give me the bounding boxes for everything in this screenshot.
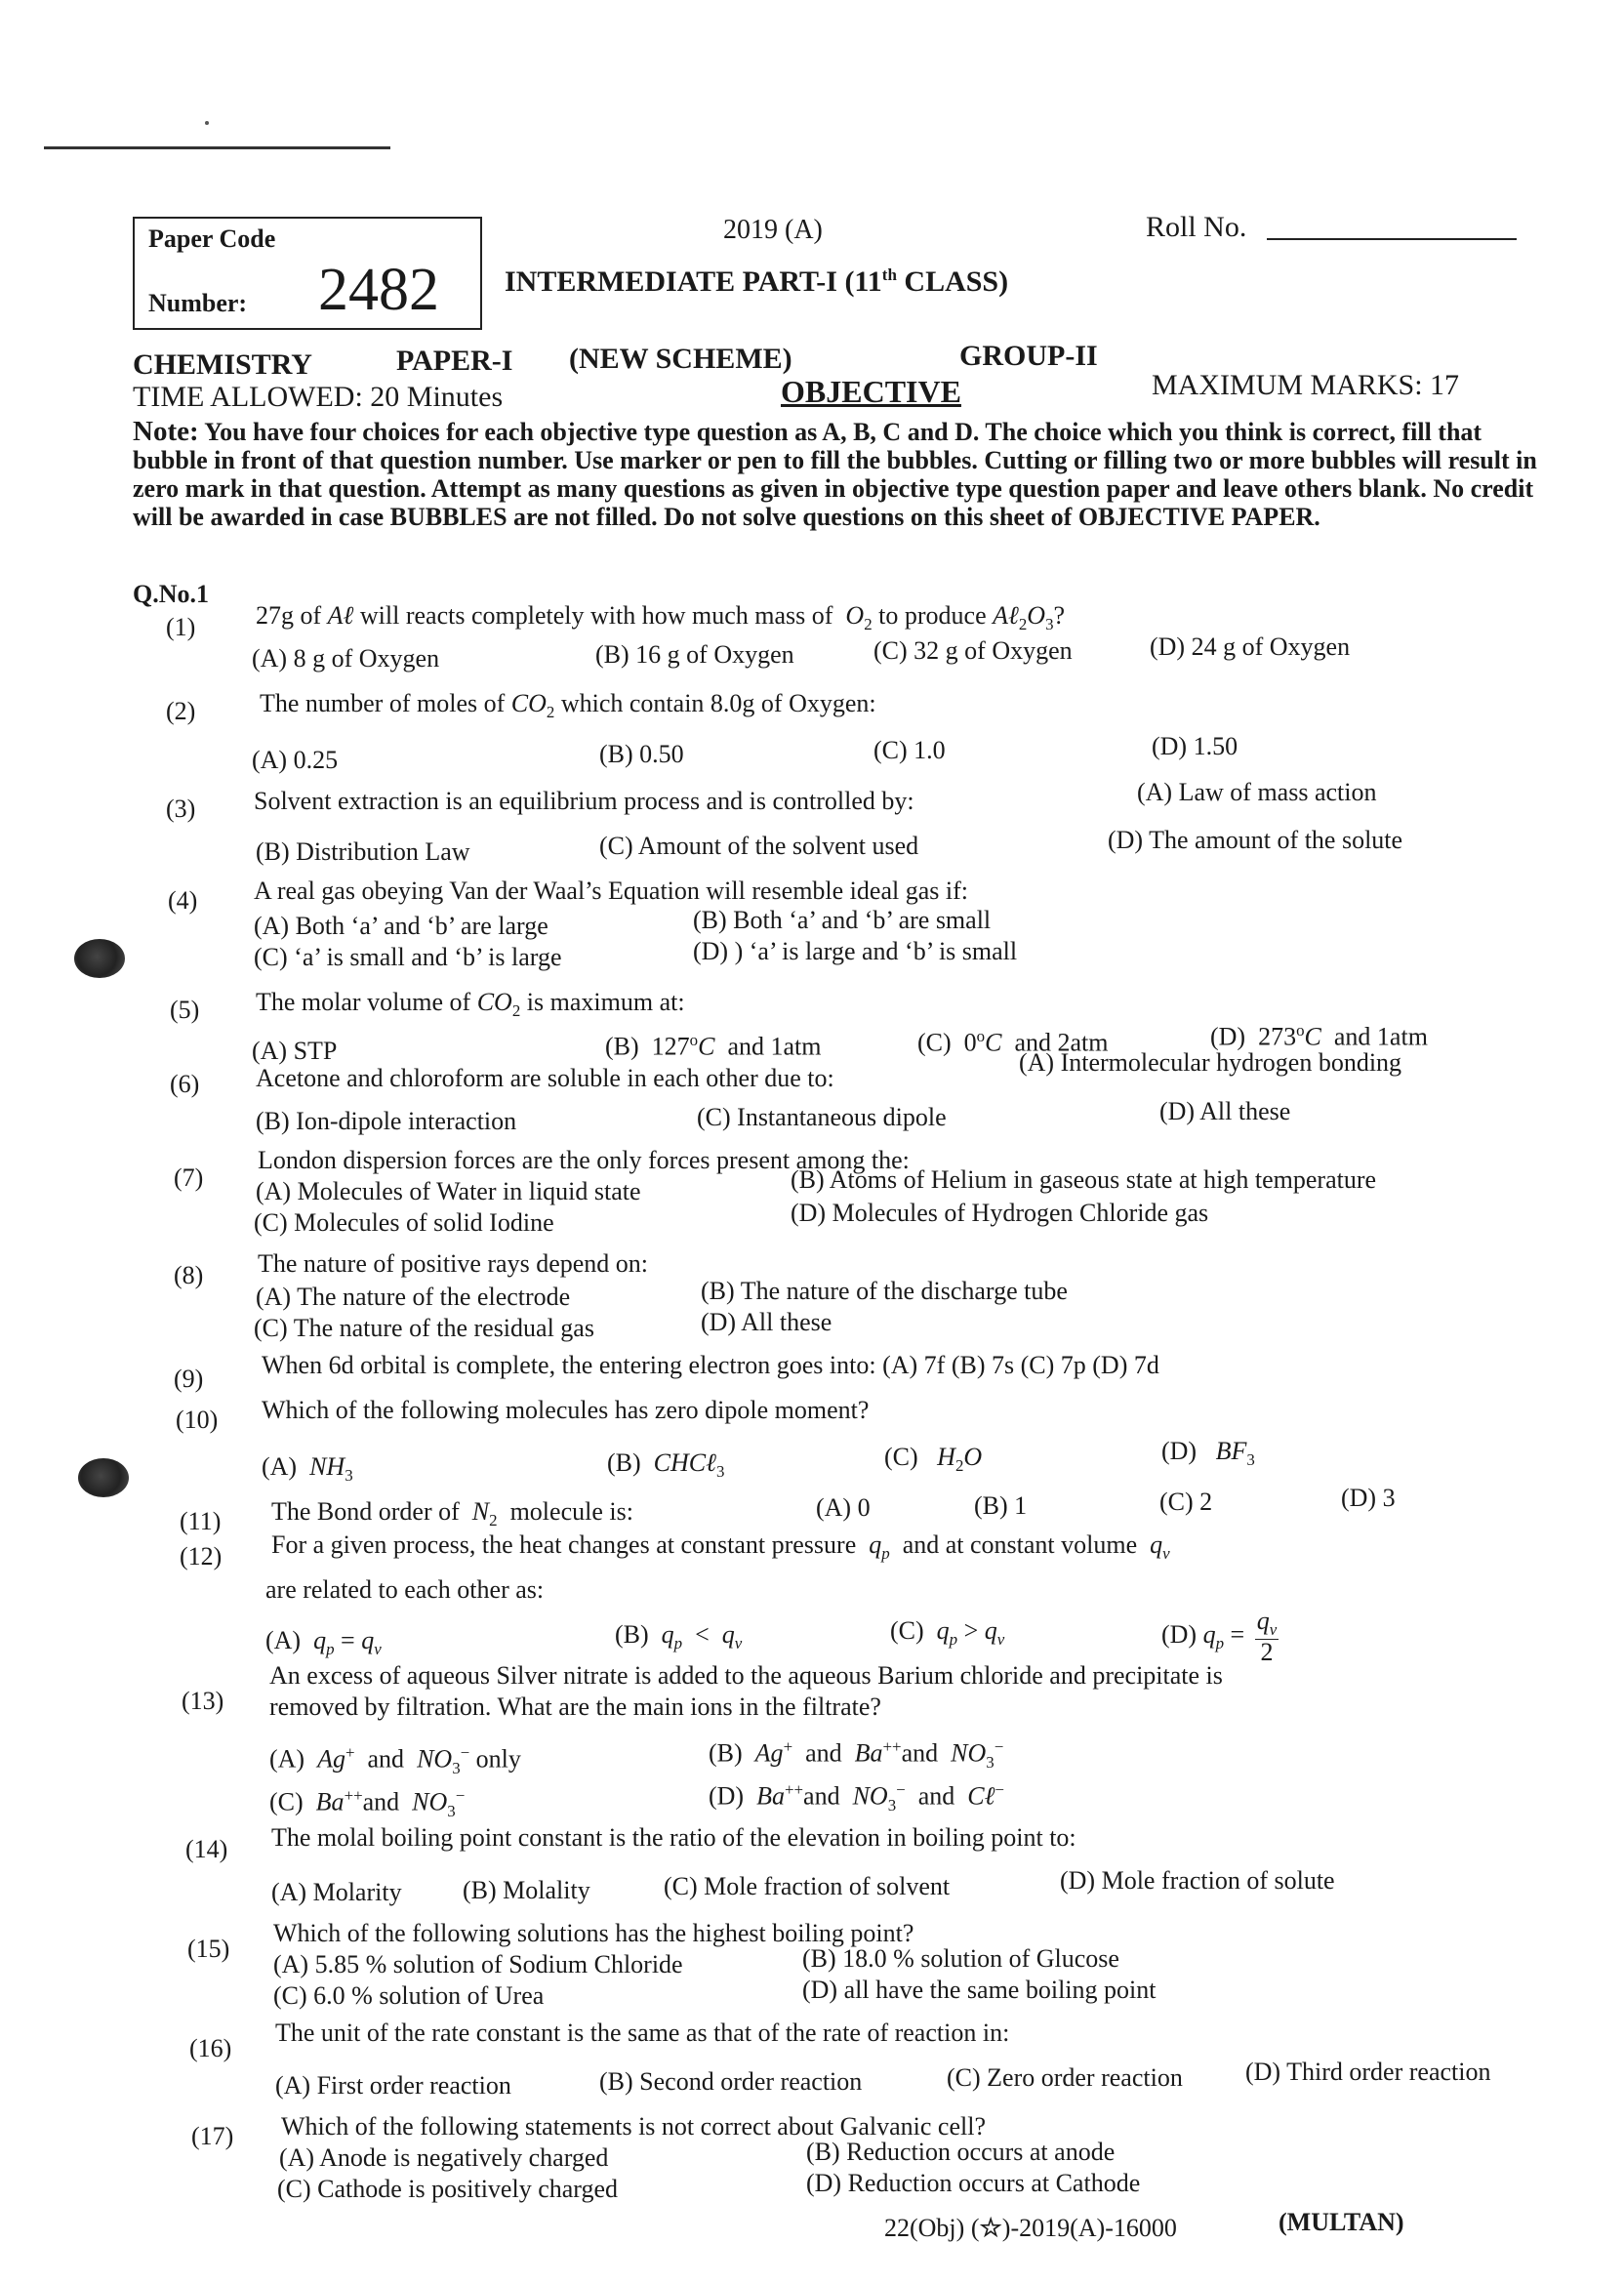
q10-option-a: (A) $NH_3$ — [262, 1452, 353, 1486]
q14-text: The molal boiling point constant is the ratio of the elevation in boiling point to: — [271, 1823, 1076, 1852]
note-text: You have four choices for each objective type question as A, B, C and D. The choice which you think is correct, fill that bubble in front of that question number. Use marker or pen to fill the bubbles. Cutting or filling two or more bubbles will result in zero mark in that question. Attempt as many questions as given in objective type question paper and leave others blank. No credit will be awarded in case BUBBLES are not filled. Do not solve questions on this sheet of OBJECTIVE PAPER. — [133, 418, 1537, 531]
q1-option-b: (B) 16 g of Oxygen — [595, 640, 794, 669]
q3-option-b: (B) Distribution Law — [256, 837, 470, 866]
instructions-note — [133, 418, 1538, 531]
q16-text: The unit of the rate constant is the same as that of the rate of reaction in: — [275, 2019, 1010, 2047]
q8-option-a: (A) The nature of the electrode — [256, 1283, 571, 1311]
q15-number: (15) — [187, 1935, 230, 1963]
exam-title-main: INTERMEDIATE PART-I (11 — [505, 265, 882, 298]
q10-option-b: (B) CHCℓ$_3$ — [607, 1448, 725, 1482]
q14-option-c: (C) Mole fraction of solvent — [664, 1872, 951, 1900]
q4-number: (4) — [168, 886, 198, 915]
q4-option-b: (B) Both ‘a’ and ‘b’ are small — [693, 906, 992, 934]
scheme-label: (NEW SCHEME) — [569, 343, 792, 375]
q8-number: (8) — [174, 1261, 204, 1289]
q12-fraction: $\frac{q_v}{2}$ — [1256, 1607, 1278, 1667]
q3-option-d: (D) The amount of the solute — [1108, 826, 1403, 854]
q7-option-c: (C) Molecules of solid Iodine — [254, 1208, 554, 1237]
q16-option-a: (A) First order reaction — [275, 2071, 511, 2100]
q16-option-d: (D) Third order reaction — [1245, 2058, 1491, 2086]
q1-option-a: (A) 8 g of Oxygen — [252, 644, 440, 673]
section-objective: OBJECTIVE — [781, 374, 961, 409]
q12-text: For a given process, the heat changes at constant pressure $q_p$ and at constant volume $q_v$ — [271, 1530, 1170, 1564]
footer-city: (MULTAN) — [1279, 2208, 1404, 2236]
q13-text: An excess of aqueous Silver nitrate is added to the aqueous Barium chloride and precipitate is — [269, 1661, 1223, 1690]
q13-option-a: (A) Ag+ and $NO_3^-$ only — [269, 1743, 521, 1777]
q1-option-d: (D) 24 g of Oxygen — [1150, 632, 1351, 661]
q7-number: (7) — [174, 1163, 204, 1192]
q13-option-d: (D) Ba++and $NO_3^-$ and Cℓ− — [709, 1780, 1004, 1815]
q7-option-a: (A) Molecules of Water in liquid state — [256, 1177, 641, 1205]
q3-text: Solvent extraction is an equilibrium process and is controlled by: — [254, 787, 914, 815]
q12-option-c: (C) $q_p > q_v$ — [890, 1616, 1005, 1650]
note-label: Note: — [133, 416, 199, 447]
q11-option-b: (B) 1 — [974, 1491, 1028, 1520]
q11-option-a: (A) 0 — [816, 1493, 871, 1522]
paper-code-label: Paper Code — [148, 224, 276, 253]
q9-text: When 6d orbital is complete, the entering electron goes into: (A) 7f (B) 7s (C) 7p (D) 7d — [262, 1351, 1159, 1379]
q12-text-continued: are related to each other as: — [265, 1575, 545, 1604]
q5-option-c: (C) 0$^o$C and 2atm — [917, 1027, 1109, 1057]
q6-text: Acetone and chloroform are soluble in each other due to: — [256, 1064, 834, 1092]
q12-option-d: (D) $q_p$ = $\frac{q_v}{2}$ — [1161, 1607, 1278, 1667]
q11-number: (11) — [180, 1507, 222, 1535]
roll-no-label: Roll No. — [1146, 211, 1247, 243]
q17-option-b: (B) Reduction occurs at anode — [806, 2138, 1116, 2166]
maximum-marks: MAXIMUM MARKS: 17 — [1152, 369, 1460, 401]
q13-option-b: (B) Ag+ and Ba++and $NO_3^-$ — [709, 1737, 1004, 1772]
q6-option-c: (C) Instantaneous dipole — [697, 1103, 947, 1131]
paper-label: PAPER-I — [396, 345, 513, 377]
q4-option-a: (A) Both ‘a’ and ‘b’ are large — [254, 912, 548, 940]
q7-option-b: (B) Atoms of Helium in gaseous state at high temperature — [791, 1165, 1377, 1194]
exam-title — [505, 265, 1008, 299]
paper-number: 2482 — [318, 257, 439, 323]
q14-option-a: (A) Molarity — [271, 1878, 402, 1906]
q5-option-b: (B) 127$^o$C and 1atm — [605, 1031, 822, 1061]
q6-option-d: (D) All these — [1159, 1097, 1291, 1125]
subject: CHEMISTRY — [133, 348, 312, 381]
q2-number: (2) — [166, 697, 196, 725]
q15-option-d: (D) all have the same boiling point — [802, 1976, 1157, 2004]
roll-no-field[interactable] — [1267, 238, 1517, 240]
q5-option-a: (A) STP — [252, 1037, 338, 1065]
q2-option-a: (A) 0.25 — [252, 746, 339, 774]
star-icon: ☆ — [979, 2214, 1002, 2242]
q15-text: Which of the following solutions has the highest boiling point? — [273, 1919, 914, 1947]
q9-number: (9) — [174, 1365, 204, 1393]
q11-text: The Bond order of $N_2$ molecule is: — [271, 1497, 633, 1530]
time-allowed: TIME ALLOWED: 20 Minutes — [133, 381, 504, 413]
q2-option-d: (D) 1.50 — [1152, 732, 1238, 760]
scan-speck — [205, 121, 209, 125]
q1-option-c: (C) 32 g of Oxygen — [873, 636, 1073, 665]
q12-option-a: (A) $q_p = q_v$ — [265, 1626, 382, 1659]
group-label: GROUP-II — [959, 340, 1098, 372]
q6-option-b: (B) Ion-dipole interaction — [256, 1107, 517, 1135]
q8-text: The nature of positive rays depend on: — [258, 1249, 648, 1278]
q14-option-d: (D) Mole fraction of solute — [1060, 1866, 1335, 1895]
q10-option-d: (D) $BF_3$ — [1161, 1437, 1255, 1470]
q16-option-b: (B) Second order reaction — [599, 2067, 863, 2096]
q5-option-d: (D) 273$^o$C and 1atm — [1210, 1021, 1428, 1051]
q13-text-continued: removed by filtration. What are the main ions in the filtrate? — [269, 1693, 881, 1721]
q5-text: The molar volume of $CO_2$ is maximum at: — [256, 988, 685, 1021]
exam-year: 2019 (A) — [723, 215, 823, 245]
q15-option-a: (A) 5.85 % solution of Sodium Chloride — [273, 1950, 683, 1978]
q13-option-c: (C) Ba++and $NO_3^-$ — [269, 1786, 466, 1820]
q16-option-c: (C) Zero order reaction — [947, 2063, 1183, 2092]
q1-number: (1) — [166, 613, 196, 641]
q8-option-c: (C) The nature of the residual gas — [254, 1314, 594, 1342]
q17-option-d: (D) Reduction occurs at Cathode — [806, 2169, 1141, 2197]
q11-option-c: (C) 2 — [1159, 1488, 1213, 1516]
q6-number: (6) — [170, 1070, 200, 1098]
q1-text: 27g of Aℓ will reacts completely with how much mass of $O_2$ to produce $A\ell_2O_3$? — [256, 601, 1066, 634]
q10-text: Which of the following molecules has zero dipole moment? — [262, 1396, 870, 1424]
q4-option-d: (D) ) ‘a’ is large and ‘b’ is small — [693, 937, 1018, 965]
q15-option-b: (B) 18.0 % solution of Glucose — [802, 1944, 1119, 1973]
exam-title-sup: th — [881, 265, 897, 284]
q6-option-a: (A) Intermolecular hydrogen bonding — [1019, 1048, 1402, 1077]
paper-code-box — [133, 217, 482, 330]
q17-option-a: (A) Anode is negatively charged — [279, 2143, 609, 2172]
q11-option-d: (D) 3 — [1341, 1484, 1396, 1512]
q7-option-d: (D) Molecules of Hydrogen Chloride gas — [791, 1199, 1209, 1227]
q17-option-c: (C) Cathode is positively charged — [277, 2175, 619, 2203]
q12-option-b: (B) $q_p < q_v$ — [615, 1620, 743, 1653]
q14-number: (14) — [185, 1835, 228, 1863]
punch-hole-top — [74, 939, 125, 978]
q8-option-b: (B) The nature of the discharge tube — [701, 1277, 1068, 1305]
q14-option-b: (B) Molality — [463, 1876, 590, 1904]
q8-option-d: (D) All these — [701, 1308, 832, 1336]
q2-option-b: (B) 0.50 — [599, 740, 684, 768]
footer-code-prefix: 22(Obj) ( — [884, 2214, 980, 2242]
q3-number: (3) — [166, 795, 196, 823]
q4-option-c: (C) ‘a’ is small and ‘b’ is large — [254, 943, 562, 971]
top-rule — [44, 146, 390, 149]
q2-option-c: (C) 1.0 — [873, 736, 946, 764]
number-label: Number: — [148, 289, 248, 317]
q7-text: London dispersion forces are the only forces present among the: — [258, 1146, 910, 1174]
q16-number: (16) — [189, 2034, 232, 2062]
q10-number: (10) — [176, 1406, 219, 1434]
q10-option-c: (C) $H_2O$ — [884, 1443, 983, 1476]
q5-number: (5) — [170, 996, 200, 1024]
question-number: Q.No.1 — [133, 580, 209, 608]
q3-option-a: (A) Law of mass action — [1137, 778, 1377, 806]
q3-option-c: (C) Amount of the solvent used — [599, 832, 919, 860]
footer-code-suffix: )-2019(A)-16000 — [1001, 2214, 1177, 2242]
q2-text: The number of moles of $CO_2$ which contain 8.0g of Oxygen: — [260, 689, 876, 722]
q12-number: (12) — [180, 1542, 223, 1570]
paper-footer-code — [884, 2214, 1177, 2243]
exam-title-end: CLASS) — [896, 265, 1009, 298]
q4-text: A real gas obeying Van der Waal’s Equation will resemble ideal gas if: — [254, 877, 968, 905]
q17-text: Which of the following statements is not correct about Galvanic cell? — [281, 2112, 986, 2141]
q17-number: (17) — [191, 2122, 234, 2150]
q13-number: (13) — [182, 1687, 224, 1715]
q15-option-c: (C) 6.0 % solution of Urea — [273, 1981, 545, 2010]
punch-hole-bottom — [78, 1458, 129, 1497]
